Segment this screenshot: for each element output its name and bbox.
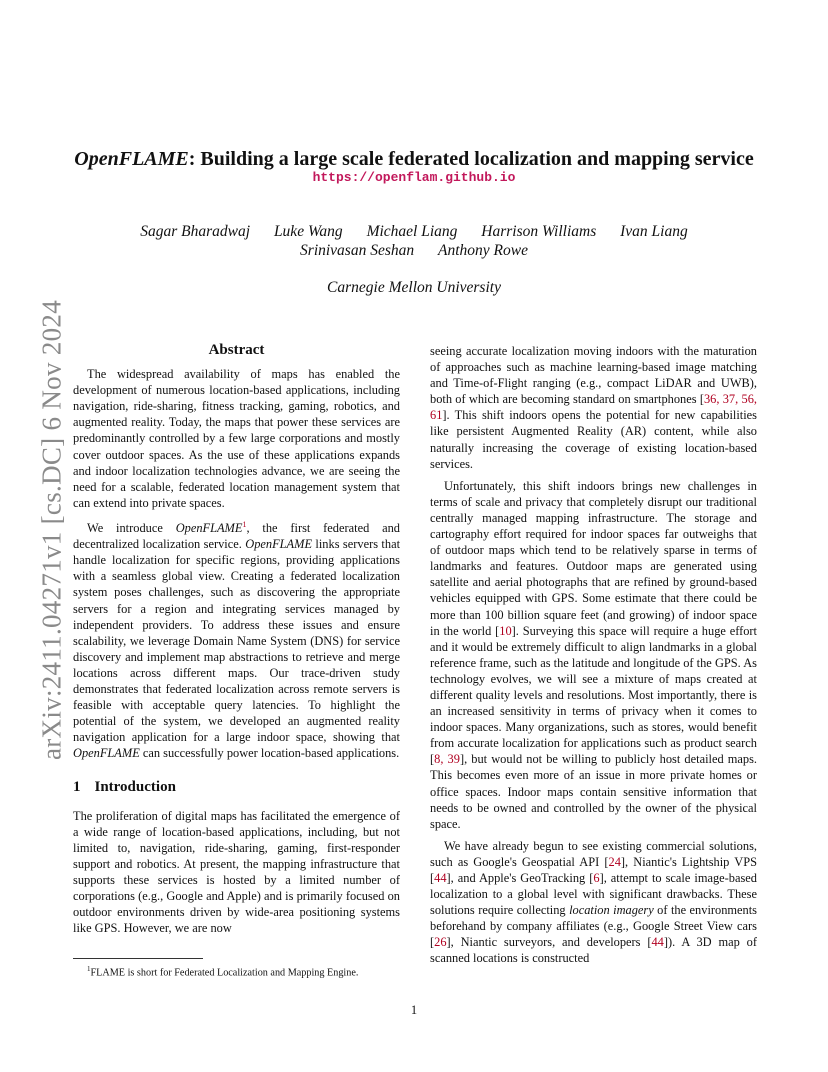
author-list-row-1 <box>0 223 828 241</box>
arxiv-identifier-stamp: arXiv:2411.04271v1 [cs.DC] 6 Nov 2024 <box>36 299 67 761</box>
author-name: Sagar Bharadwaj <box>140 223 251 240</box>
emphasis-text: location imagery <box>569 903 654 918</box>
footnote <box>73 963 403 979</box>
author-name: Anthony Rowe <box>438 242 528 259</box>
section-number: 1 <box>73 779 81 796</box>
footnote-marker-link[interactable]: 1 <box>242 519 247 529</box>
section-heading-introduction <box>73 779 400 795</box>
citation-link[interactable]: 8, 39 <box>434 752 460 767</box>
left-column <box>73 342 400 942</box>
system-name: OpenFLAME <box>73 746 140 761</box>
citation-link[interactable]: 26 <box>434 935 447 950</box>
intro-paragraph-2: seeing accurate localization moving indoors with the maturation of approaches such as machine learning-based image matching and Time-of-Flight ranging (e.g., compact LiDAR and UWB), both of which are becoming standard on smartphones [36, 37, 56, 61]. This shift indoors opens the potential for new capabilities like persistent Augmented Reality (AR) content, while also naturally increasing the coverage of existing location-based services. <box>430 344 757 471</box>
author-name: Srinivasan Seshan <box>300 242 415 259</box>
page-number: 1 <box>410 1003 418 1017</box>
author-name: Luke Wang <box>273 223 343 240</box>
footnote-number: 1 <box>87 965 91 973</box>
footnote-divider <box>73 958 203 959</box>
title-system-name: OpenFLAME <box>74 148 189 170</box>
paper-title <box>0 148 828 171</box>
section-title: Introduction <box>94 779 176 796</box>
system-name: OpenFLAME <box>175 521 243 536</box>
affiliation: Carnegie Mellon University <box>327 279 501 296</box>
abstract-heading: Abstract <box>208 342 265 358</box>
title-rest: : Building a large scale federated localization and mapping service <box>188 148 754 170</box>
intro-paragraph-1: The proliferation of digital maps has facilitated the emergence of a wide range of location-based applications, including, but not limited to, navigation, ride-sharing, gaming, first-responder support and robotics. At present, the mapping infrastructure that supports these services is hosted by a limited number of corporations (e.g., Google and Apple) and is primarily focused on outdoor environments driven by wide-area positioning systems like GPS. However, we are now <box>73 808 400 936</box>
right-column <box>430 343 757 973</box>
author-name: Harrison Williams <box>481 223 597 240</box>
citation-link[interactable]: 24 <box>608 854 621 869</box>
intro-paragraph-3: Unfortunately, this shift indoors brings new challenges in terms of scale and privacy that completely disrupt our traditional centrally managed mapping infrastructure. The storage and cartography effort required for indoor spaces far outweighs that of outdoor maps which tend to be relatively sparse in terms of landmarks and features. Outdoor maps are generated using satellite and aerial photographs that are refined by ground-based vehicles equipped with GPS. Some estimate that there could be more than 100 billion square feet (and growing) of indoor space in the world [10]. Surveying this space will require a huge effort and it would be extremely difficult to align landmarks in a global reference frame, such as the latitude and longitude of the GPS. As technology evolves, we will see a mixture of maps created at different quality levels and resolutions. Most importantly, there is an increased sensitivity in terms of privacy when it comes to indoor spaces. Many organizations, such as stores, would benefit from accurate localization for applications such as product search [8, 39], but would not be willing to publicly host detailed maps. This becomes even more of an issue in more private homes or office spaces. Indoor maps contain sensitive information that needs to be owned and controlled by the owner of the physical space. <box>430 478 757 831</box>
project-url-link[interactable]: https://openflam.github.io <box>312 170 516 185</box>
citation-link[interactable]: 44 <box>651 935 664 950</box>
citation-link[interactable]: 36, 37, 56, 61 <box>430 392 757 423</box>
author-name: Ivan Liang <box>620 223 688 240</box>
author-list-row-2 <box>0 242 828 260</box>
abstract-paragraph-2: We introduce OpenFLAME$^1$, the first federated and decentralized localization service. OpenFLAME links servers that handle localization for specific regions, providing applications with a seamless global view. Creating a federated localization system poses challenges, such as discovering the appropriate servers for a region and integrating services managed by independent providers. To address these issues and ensure scalability, we leverage Domain Name System (DNS) for service discovery and implement map abstractions to retrieve and merge locations across different maps. Our trace-driven study demonstrates that federated localization across remote servers is feasible with acceptable query latencies. To highlight the potential of the system, we developed an augmented reality navigation application for a large indoor space, showing that OpenFLAME can successfully power location-based applications. <box>73 519 401 761</box>
citation-link[interactable]: 10 <box>499 623 512 638</box>
abstract-paragraph-1: The widespread availability of maps has enabled the development of numerous location-based applications, including navigation, ride-sharing, fitness tracking, gaming, robotics, and augmented reality. Today, the maps that power these services are predominantly controlled by a few large corporations and mostly cover outdoor spaces. As the use of these applications expands and indoor localization technologies advance, we are seeing the need for a scalable, federated location management system that can extend into private spaces. <box>73 367 400 510</box>
citation-link[interactable]: 6 <box>593 871 600 885</box>
citation-link[interactable]: 44 <box>434 871 447 885</box>
footnote-text: FLAME is short for Federated Localization and Mapping Engine. <box>90 967 359 979</box>
intro-paragraph-4: We have already begun to see existing commercial solutions, such as Google's Geospatial API [24], Niantic's Lightship VPS [44], and Apple's GeoTracking [6], attempt to scale image-based localization to a global level with significant drawbacks. These solutions require collecting location imagery of the environments beforehand by company affiliates (e.g., Google Street View cars [26], Niantic surveyors, and developers [44]). A 3D map of scanned locations is constructed <box>430 838 757 966</box>
system-name: OpenFLAME <box>245 537 313 552</box>
author-name: Michael Liang <box>366 223 458 240</box>
